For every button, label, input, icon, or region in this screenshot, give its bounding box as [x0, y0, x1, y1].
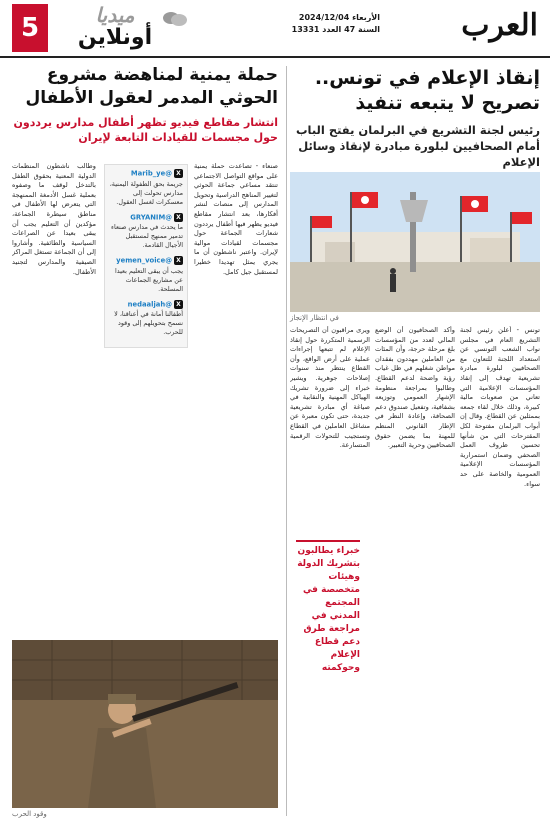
tweet-handle[interactable]: @Marib_ye: [130, 169, 172, 178]
main-story-paragraph-3: ويرى مراقبون أن التصريحات الرسمية المتكررة حول إنقاذ الإعلام لم تتبعها إجراءات عملية على أرض الواقع، وأن القطاع ينتظر منذ سنوات إصلاحات جوهرية. ويشير خبراء إلى ضرورة تشريك الهياكل المهنية والنقابية في صياغة أي مبادرة تشريعية جديدة، حتى تكون معبرة عن مشاغل العاملين في القطاع وتستجيب للتحولات الرقمية المتسارعة.: [290, 326, 370, 450]
tweet-item[interactable]: [109, 300, 183, 338]
main-story-header: [290, 66, 540, 170]
child-soldier-photo: [12, 640, 278, 808]
column-divider: [286, 66, 287, 816]
masthead: [0, 0, 550, 58]
main-story-paragraph-2: وأكد الصحافيون أن الوضع المالي لعدد من المؤسسات بلغ مرحلة حرجة، وأن المئات من العاملين مهددون بفقدان مواطن شغلهم في ظل غياب رؤية واضحة لدعم القطاع. وطالبوا بمراجعة منظومة الإشهار العمومي وتوزيعه بشفافية، وتفعيل صندوق دعم الصحافة، وإعادة النظر في الإطار القانوني المنظم للمهنة بما يضمن حقوق الصحافيين وحرية التعبير.: [375, 326, 455, 450]
section-name: [60, 4, 170, 50]
tweet-text: ما يحدث في مدارس صنعاء تدمير ممنهج لمستقبل الأجيال القادمة.: [111, 223, 183, 249]
main-story-column-3: [290, 326, 370, 531]
section-header: [12, 4, 192, 54]
second-story-subtitle: انتشار مقاطع فيديو تظهر أطفال مدارس يرددون حول مجسمات للقيادات التابعة لإيران: [13, 116, 278, 144]
second-photo-caption: وقود الحرب: [12, 810, 47, 818]
second-story-column-1: [194, 162, 278, 632]
second-story-paragraph-3: وطالب ناشطون المنظمات الدولية المعنية بحقوق الطفل بالتدخل لوقف ما وصفوه بعملية غسل الأدمغة الممنهجة التي يتعرض لها الأطفال في مناطق سيطرة الجماعة، مؤكدين أن التعليم يجب أن يبقى بعيدا عن الصراعات السياسية والطائفية. وأشاروا إلى أن الجماعة تستغل المراكز الصيفية والمدارس لتجنيد الأطفال.: [12, 162, 96, 276]
second-story-paragraph-1: صنعاء - تصاعدت حملة يمنية على مواقع التواصل الاجتماعي تنتقد مساعي جماعة الحوثي لتغيير المناهج الدراسية وتحويل المدارس إلى منصات لنشر أفكارها، بعد انتشار مقاطع فيديو يظهر فيها أطفال يرددون شعارات الجماعة حول مجسمات لقيادات موالية لإيران. واعتبر ناشطون أن ما يجري يمثل تهديدا خطيرا لمستقبل جيل كامل.: [194, 162, 278, 276]
second-story-header: [12, 64, 278, 145]
tunis-square-photo: [290, 172, 540, 312]
section-name-bottom: أونلاين: [77, 25, 153, 50]
second-story-title[interactable]: حملة يمنية لمناهضة مشروع الحوثي المدمر لعقول الأطفال: [25, 65, 278, 108]
issue-date: الأربعاء 2024/12/04: [298, 13, 380, 22]
main-story-column-2: [375, 326, 455, 816]
tweets-panel: [104, 164, 188, 348]
tweet-item[interactable]: [109, 256, 183, 294]
x-logo-icon: X: [174, 169, 183, 178]
main-story-subtitle: رئيس لجنة التشريع في البرلمان يفتح الباب أمام الصحافيين لبلورة مبادرة لإنقاذ وسائل الإعلام: [295, 123, 540, 169]
tweet-text: أطفالنا أمانة في أعناقنا، لا نسمح بتحويلهم إلى وقود للحرب.: [114, 310, 183, 336]
tweet-item[interactable]: [109, 169, 183, 207]
tweet-text: يجب أن يبقى التعليم بعيدا عن مشاريع الجماعات المسلحة.: [115, 266, 183, 293]
tweet-handle[interactable]: @GRYANIM: [130, 213, 172, 221]
x-logo-icon: X: [174, 213, 183, 222]
second-story-column-3: [12, 162, 96, 632]
tweet-text: جريمة بحق الطفولة اليمنية، مدارس تحولت إلى معسكرات لغسل العقول.: [109, 179, 183, 206]
section-name-top: ميديا: [95, 3, 135, 27]
main-photo-caption: في انتظار الإنجاز: [290, 314, 339, 322]
page-number: 5: [12, 4, 48, 52]
issue-number: السنة 47 العدد 13331: [291, 25, 380, 34]
newspaper-logo[interactable]: العرب: [461, 8, 538, 43]
issue-info: [292, 12, 380, 36]
photo-illustration: [12, 640, 278, 808]
x-logo-icon: X: [174, 256, 183, 265]
tweet-handle[interactable]: @nedaaljah: [127, 300, 172, 308]
tweet-handle[interactable]: @yemen_voice: [116, 256, 172, 265]
tweet-item[interactable]: [109, 213, 183, 251]
main-story-paragraph-1: تونس - أعلن رئيس لجنة التشريع العام في مجلس نواب الشعب التونسي عن استعداد اللجنة للتعاون مع الصحافيين لبلورة مبادرة تشريعية تهدف إلى إنقاذ المؤسسات الإعلامية التي تعاني من صعوبات مالية كبيرة، وذلك خلال لقاء جمعه بممثلين عن القطاع. وقال إن أبواب البرلمان مفتوحة لكل المقترحات التي من شأنها تحسين ظروف العمل الصحفي وضمان استمرارية المؤسسات الإعلامية العمومية والخاصة على حد سواء.: [460, 326, 540, 488]
x-logo-icon: X: [174, 300, 183, 309]
main-story-column-1: [460, 326, 540, 816]
photo-illustration: [290, 172, 540, 312]
main-story-pull-quote: خبراء يطالبون بتشريك الدولة وهيئات متخصصة في المجتمع المدني في مراجعة طرق دعم قطاع الإعلام وحوكمته: [296, 540, 360, 675]
main-story-title[interactable]: إنقاذ الإعلام في تونس.. تصريح لا يتبعه تنفيذ: [314, 67, 540, 114]
chat-bubbles-icon: [162, 10, 188, 28]
